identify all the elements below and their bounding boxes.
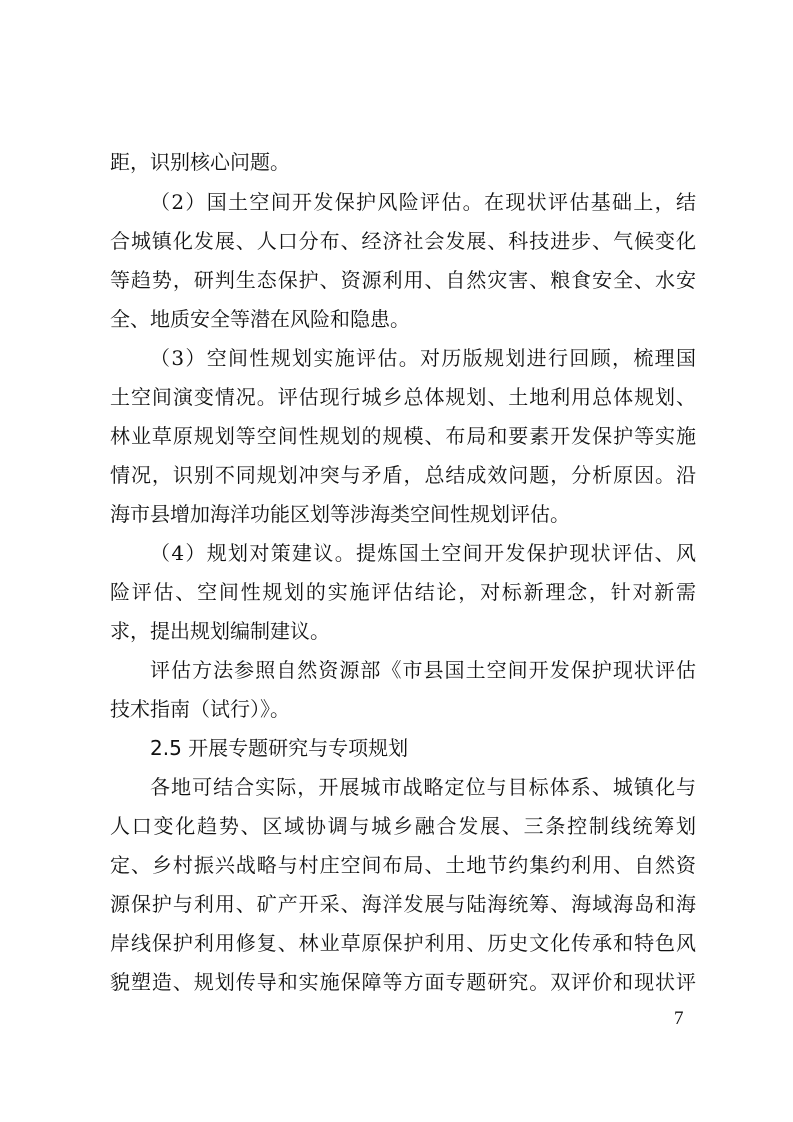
text-line: 合城镇化发展、人口分布、经济社会发展、科技进步、气候变化	[110, 229, 696, 253]
text-line: 源保护与利用、矿产开采、海洋发展与陆海统筹、海域海岛和海	[110, 892, 696, 916]
section-heading: 2.5 开展专题研究与专项规划	[150, 736, 409, 760]
text-line: 林业草原规划等空间性规划的规模、布局和要素开发保护等实施	[110, 424, 696, 448]
text-line: （3）空间性规划实施评估。对历版规划进行回顾，梳理国	[150, 346, 696, 370]
text-line: 技术指南（试行）》。	[110, 697, 290, 721]
text-line: 岸线保护利用修复、林业草原保护利用、历史文化传承和特色风	[110, 931, 696, 955]
text-line: 海市县增加海洋功能区划等涉海类空间性规划评估。	[110, 502, 570, 526]
text-line: 貌塑造、规划传导和实施保障等方面专题研究。双评价和现状评	[110, 970, 696, 994]
text-line: （4）规划对策建议。提炼国土空间开发保护现状评估、风	[150, 541, 696, 565]
text-line: 定、乡村振兴战略与村庄空间布局、土地节约集约利用、自然资	[110, 853, 696, 877]
text-line: 情况，识别不同规划冲突与矛盾，总结成效问题，分析原因。沿	[110, 463, 696, 487]
text-line: 等趋势，研判生态保护、资源利用、自然灾害、粮食安全、水安	[110, 268, 696, 292]
text-line: 求，提出规划编制建议。	[110, 619, 330, 643]
text-line: 土空间演变情况。评估现行城乡总体规划、土地利用总体规划、	[110, 385, 696, 409]
text-line: 评估方法参照自然资源部《市县国土空间开发保护现状评估	[150, 658, 696, 682]
text-line: 全、地质安全等潜在风险和隐患。	[110, 307, 410, 331]
text-line: 人口变化趋势、区域协调与城乡融合发展、三条控制线统筹划	[110, 814, 696, 838]
text-line: 距，识别核心问题。	[110, 150, 290, 174]
page-number: 7	[674, 1008, 684, 1029]
text-line: 险评估、空间性规划的实施评估结论，对标新理念，针对新需	[110, 580, 696, 604]
text-line: （2）国土空间开发保护风险评估。在现状评估基础上，结	[150, 190, 696, 214]
text-line: 各地可结合实际，开展城市战略定位与目标体系、城镇化与	[150, 775, 696, 799]
